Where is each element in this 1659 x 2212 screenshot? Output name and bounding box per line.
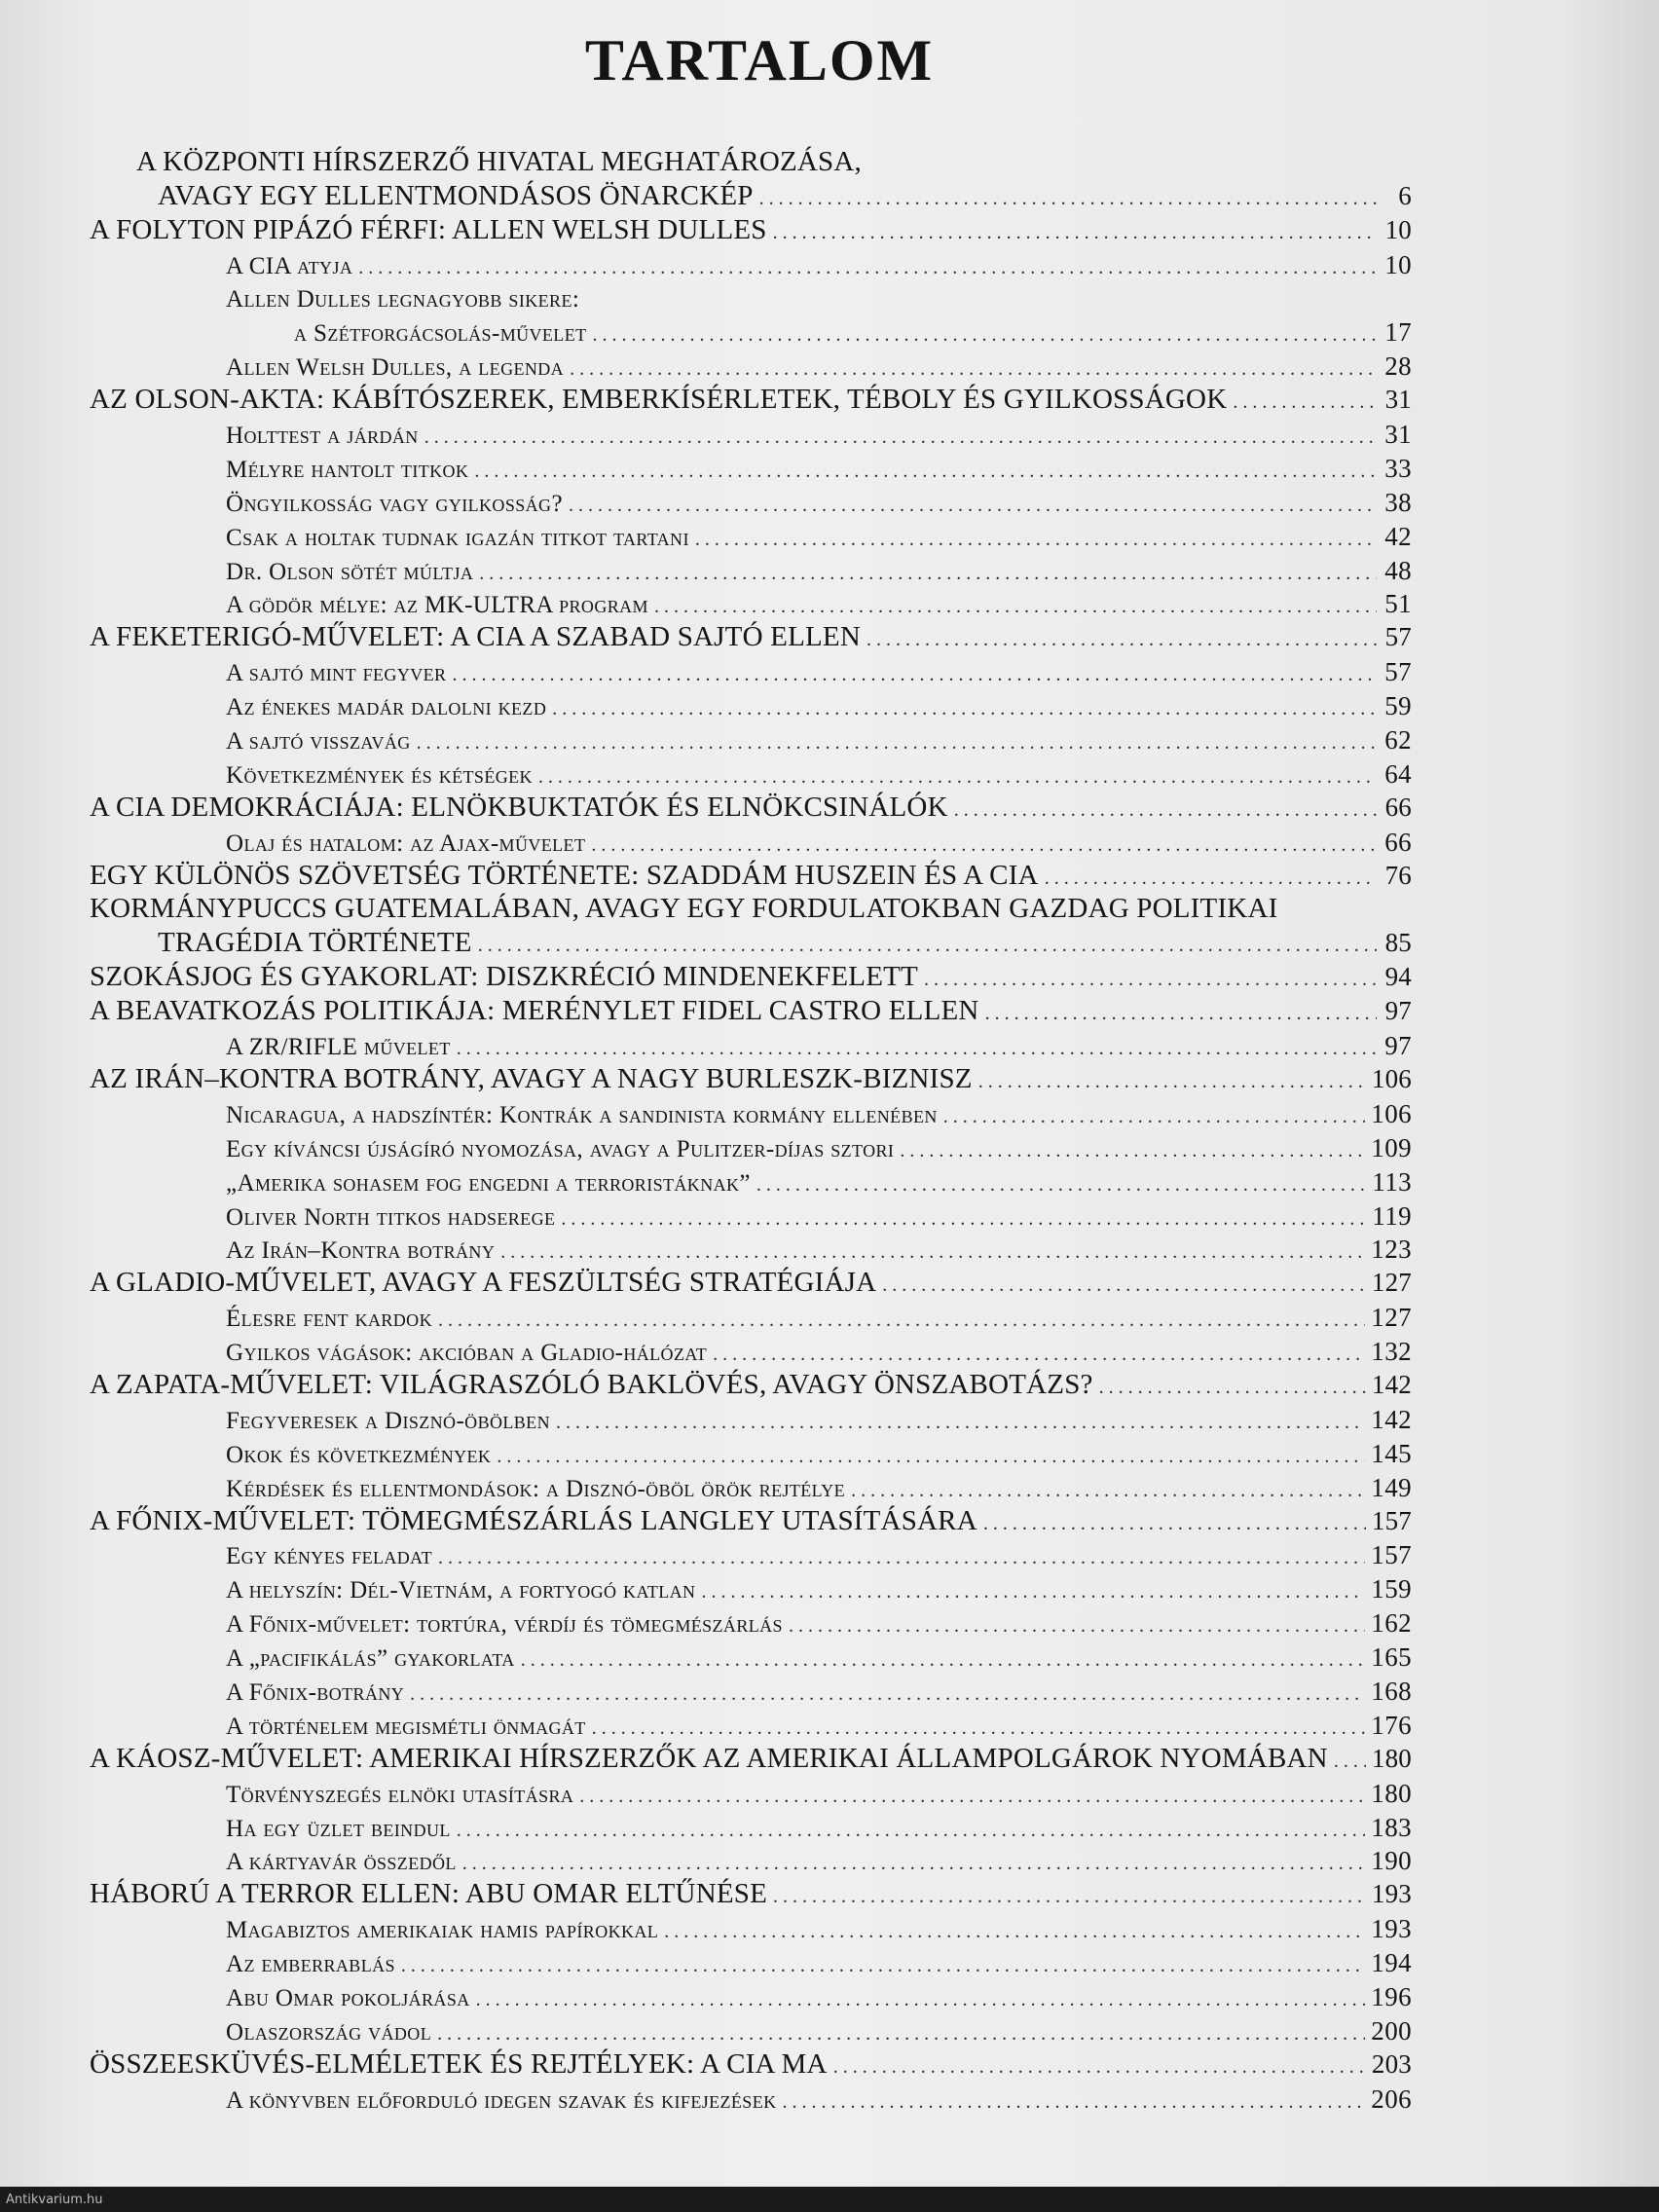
dot-leader: [417, 732, 1377, 755]
toc-entry-title: Olaszország vádol: [226, 2018, 432, 2046]
toc-chapter: [0, 1367, 1659, 1401]
toc-page-number: 10: [1384, 249, 1412, 279]
dot-leader: [592, 324, 1377, 347]
toc-page-number: 193: [1371, 1879, 1412, 1909]
toc-entry-title: A CIA atyja: [226, 252, 353, 279]
toc-page-number: 159: [1371, 1574, 1412, 1604]
dot-leader: [978, 1071, 1366, 1093]
toc-entry-title: Magabiztos amerikaiak hamis papírokkal: [226, 1917, 659, 1944]
toc-page-number: 180: [1371, 1743, 1412, 1773]
toc-section: [0, 1027, 1659, 1061]
toc-entry-title: Az Irán–Kontra botrány: [226, 1237, 496, 1265]
toc-chapter: [0, 858, 1659, 892]
toc-section: [0, 1435, 1659, 1469]
toc-page-number: 168: [1371, 1676, 1412, 1706]
toc-entry-title: A kártyavár összedől: [226, 1849, 457, 1876]
toc-section: [0, 1910, 1659, 1944]
toc-entry-title: AZ OLSON-AKTA: KÁBÍTÓSZEREK, EMBERKÍSÉRLETEK, TÉBOLY ÉS GYILKOSSÁGOK: [90, 384, 1228, 416]
dot-leader: [985, 1003, 1377, 1025]
dot-leader: [500, 1241, 1365, 1264]
toc-page-number: 66: [1384, 827, 1412, 857]
toc-entry-title: Egy kíváncsi újságíró nyomozása, avagy a Pulitzer-díjas sztori: [226, 1135, 895, 1162]
toc-page-number: 31: [1384, 420, 1412, 450]
toc-entry-title: Az énekes madár dalolni kezd: [226, 694, 547, 721]
toc-entry-title: Okok és következmények: [226, 1441, 492, 1468]
toc-entry-title: Az emberrablás: [226, 1951, 395, 1978]
toc-entry-title: A történelem megismétli önmagát: [226, 1713, 586, 1740]
toc-page-number: 183: [1371, 1812, 1412, 1842]
toc-entry-title: Holttest a járdán: [226, 423, 419, 450]
toc-entry-title: Olaj és hatalom: az Ajax-művelet: [226, 830, 586, 857]
toc-section: [0, 1978, 1659, 2012]
toc-entry-title: Nicaragua, a hadszíntér: Kontrák a sandinista kormány ellenében: [226, 1101, 938, 1128]
dot-leader: [479, 563, 1377, 585]
toc-page-number: 194: [1371, 1948, 1412, 1978]
dot-leader: [759, 188, 1377, 210]
toc-entry-title: Oliver North titkos hadserege: [226, 1203, 556, 1231]
dot-leader: [713, 1344, 1365, 1366]
toc-section: [0, 2081, 1659, 2115]
dot-leader: [773, 1886, 1366, 1908]
toc-page-number: 157: [1371, 1505, 1412, 1535]
toc-entry-title: Abu Omar pokoljárása: [226, 1984, 470, 2011]
toc-section: [0, 2012, 1659, 2046]
toc-entry-title: Kérdések és ellentmondások: a Disznó-öböl örök rejtélye: [226, 1475, 846, 1502]
dot-leader: [654, 596, 1377, 618]
dot-leader: [452, 664, 1377, 686]
toc-section: [0, 1129, 1659, 1163]
toc-entry-title: EGY KÜLÖNÖS SZÖVETSÉG TÖRTÉNETE: SZADDÁM HUSZEIN ÉS A CIA: [90, 859, 1039, 891]
toc-page-number: 6: [1398, 180, 1412, 210]
toc-section: [0, 1843, 1659, 1877]
toc-page-number: 157: [1371, 1540, 1412, 1570]
dot-leader: [756, 1174, 1366, 1197]
toc-page-number: 76: [1384, 860, 1412, 890]
toc-entry-title: A Főnix-botrány: [226, 1678, 405, 1706]
toc-section: [0, 552, 1659, 586]
toc-chapter: [0, 892, 1659, 926]
dot-leader: [983, 1513, 1366, 1535]
toc-entry-title: Törvényszegés elnöki utasításra: [226, 1781, 574, 1808]
toc-section: [0, 1095, 1659, 1129]
dot-leader: [701, 1581, 1365, 1604]
toc-chapter: [0, 1265, 1659, 1299]
toc-page-number: 190: [1371, 1846, 1412, 1876]
toc-page-number: 94: [1384, 962, 1412, 992]
toc-entry-title: A KÁOSZ-MŰVELET: AMERIKAI HÍRSZERZŐK AZ AMERIKAI ÁLLAMPOLGÁROK NYOMÁBAN: [90, 1742, 1328, 1774]
table-of-contents: [0, 144, 1659, 2115]
toc-page-number: 109: [1371, 1132, 1412, 1162]
toc-section: [0, 1537, 1659, 1571]
toc-chapter: [0, 144, 1659, 178]
dot-leader: [474, 461, 1377, 483]
toc-entry-title: Mélyre hantolt titkok: [226, 456, 469, 483]
toc-page-number: 142: [1371, 1404, 1412, 1434]
dot-leader: [900, 1140, 1365, 1162]
toc-section: [0, 1469, 1659, 1503]
dot-leader: [592, 1717, 1366, 1740]
toc-entry-title: A GLADIO-MŰVELET, AVAGY A FESZÜLTSÉG STRATÉGIÁJA: [90, 1267, 877, 1299]
toc-entry-title: Csak a holtak tudnak igazán titkot tartani: [226, 524, 689, 551]
dot-leader: [561, 1208, 1366, 1231]
toc-section: [0, 1775, 1659, 1809]
dot-leader: [552, 698, 1377, 720]
toc-section: [0, 721, 1659, 756]
dot-leader: [591, 834, 1377, 857]
dot-leader: [1233, 391, 1377, 414]
toc-section: [0, 416, 1659, 450]
toc-entry-title: Allen Welsh Dulles, a legenda: [226, 354, 565, 382]
toc-section: [0, 313, 1659, 348]
toc-section: [0, 1944, 1659, 1978]
toc-section: [0, 687, 1659, 721]
toc-chapter: [0, 2046, 1659, 2081]
toc-entry-title: AZ IRÁN–KONTRA BOTRÁNY, AVAGY A NAGY BURLESZK-BIZNISZ: [90, 1062, 973, 1094]
toc-page-number: 28: [1384, 351, 1412, 382]
dot-leader: [924, 969, 1377, 991]
dot-leader: [401, 1955, 1365, 1977]
toc-section: [0, 653, 1659, 687]
toc-chapter: [0, 1876, 1659, 1910]
toc-page-number: 142: [1371, 1369, 1412, 1399]
dot-leader: [497, 1446, 1365, 1468]
toc-entry-title: ÖSSZEESKÜVÉS-ELMÉLETEK ÉS REJTÉLYEK: A CIA MA: [90, 2047, 828, 2080]
toc-section: [0, 1299, 1659, 1333]
toc-page-number: 162: [1371, 1608, 1412, 1639]
toc-page-number: 106: [1371, 1063, 1412, 1093]
toc-page-number: 33: [1384, 453, 1412, 483]
toc-page-number: 106: [1371, 1098, 1412, 1128]
toc-page-number: 206: [1371, 2083, 1412, 2114]
toc-entry-title: A helyszín: Dél-Vietnám, a fortyogó katlan: [226, 1577, 696, 1604]
toc-entry-title: A gödör mélye: az MK-ULTRA program: [226, 592, 648, 619]
dot-leader: [437, 2023, 1365, 2046]
toc-entry-title: Allen Dulles legnagyobb sikere:: [226, 286, 580, 313]
toc-chapter: [0, 1061, 1659, 1095]
toc-entry-title: A FŐNIX-MŰVELET: TÖMEGMÉSZÁRLÁS LANGLEY UTASÍTÁSÁRA: [90, 1504, 977, 1536]
toc-section: [0, 1707, 1659, 1741]
toc-page-number: 66: [1384, 792, 1412, 822]
toc-entry-title: A BEAVATKOZÁS POLITIKÁJA: MERÉNYLET FIDEL CASTRO ELLEN: [90, 995, 979, 1027]
page-title: TARTALOM: [584, 28, 935, 92]
toc-entry-title: A „pacifikálás” gyakorlata: [226, 1645, 515, 1673]
watermark: Antikvarium.hu: [6, 2193, 103, 2207]
dot-leader: [695, 529, 1377, 551]
dot-leader: [556, 1412, 1365, 1434]
toc-chapter: [0, 178, 1659, 212]
dot-leader: [457, 1820, 1366, 1842]
dot-leader: [943, 1106, 1366, 1128]
toc-page-number: 127: [1371, 1268, 1412, 1298]
toc-chapter: [0, 382, 1659, 416]
toc-page-number: 132: [1371, 1337, 1412, 1367]
toc-entry-title: AVAGY EGY ELLENTMONDÁSOS ÖNARCKÉP: [158, 179, 754, 211]
toc-entry-title: KORMÁNYPUCCS GUATEMALÁBAN, AVAGY EGY FORDULATOKBAN GAZDAG POLITIKAI: [90, 893, 1278, 925]
toc-section: [0, 450, 1659, 484]
toc-page-number: 62: [1384, 725, 1412, 756]
dot-leader: [521, 1649, 1366, 1672]
dot-leader: [954, 799, 1377, 822]
toc-section: [0, 1333, 1659, 1367]
toc-section: [0, 1401, 1659, 1435]
toc-entry-title: Élesre fent kardok: [226, 1306, 432, 1333]
toc-page-number: 59: [1384, 691, 1412, 721]
toc-page-number: 119: [1372, 1200, 1412, 1231]
dot-leader: [664, 1921, 1365, 1943]
toc-page-number: 51: [1384, 589, 1412, 619]
dot-leader: [851, 1480, 1365, 1502]
toc-page-number: 57: [1384, 622, 1412, 652]
footer-bar: [0, 2187, 1659, 2212]
toc-chapter: [0, 925, 1659, 959]
dot-leader: [773, 222, 1377, 244]
toc-entry-title: a Szétforgácsolás-művelet: [294, 320, 587, 348]
dot-leader: [438, 1547, 1365, 1569]
toc-page-number: 180: [1371, 1778, 1412, 1808]
toc-page-number: 38: [1384, 487, 1412, 517]
toc-chapter: [0, 1503, 1659, 1537]
toc-page-number: 196: [1371, 1981, 1412, 2011]
toc-section: [0, 824, 1659, 858]
toc-page-number: 176: [1371, 1710, 1412, 1740]
toc-entry-title: A CIA DEMOKRÁCIÁJA: ELNÖKBUKTATÓK ÉS ELNÖKCSINÁLÓK: [90, 791, 948, 823]
toc-section: [0, 1198, 1659, 1232]
toc-page-number: 97: [1384, 1031, 1412, 1061]
toc-entry-title: Következmények és kétségek: [226, 761, 533, 789]
toc-entry-title: A ZR/RIFLE művelet: [226, 1034, 451, 1061]
dot-leader: [789, 1615, 1365, 1638]
toc-page-number: 113: [1372, 1166, 1412, 1197]
toc-entry-title: TRAGÉDIA TÖRTÉNETE: [158, 927, 472, 959]
toc-page-number: 85: [1384, 928, 1412, 958]
dot-leader: [1334, 1751, 1366, 1773]
toc-entry-title: A KÖZPONTI HÍRSZERZŐ HIVATAL MEGHATÁROZÁSA,: [136, 145, 862, 177]
toc-entry-title: A sajtó mint fegyver: [226, 660, 447, 687]
toc-entry-title: A FOLYTON PIPÁZÓ FÉRFI: ALLEN WELSH DULLES: [90, 213, 767, 245]
dot-leader: [570, 358, 1377, 381]
toc-entry-title: A sajtó visszavág: [226, 728, 411, 756]
toc-section: [0, 518, 1659, 552]
toc-section: [0, 1570, 1659, 1604]
toc-page-number: 17: [1384, 317, 1412, 348]
toc-page-number: 57: [1384, 657, 1412, 687]
toc-page-number: 97: [1384, 996, 1412, 1026]
toc-entry-title: „Amerika sohasem fog engedni a terroristáknak”: [226, 1169, 751, 1197]
dot-leader: [579, 1786, 1365, 1808]
toc-page-number: 31: [1384, 385, 1412, 415]
dot-leader: [882, 1274, 1366, 1297]
toc-section: [0, 1232, 1659, 1266]
toc-entry-title: Ha egy üzlet beindul: [226, 1815, 451, 1842]
dot-leader: [476, 1989, 1366, 2011]
dot-leader: [866, 629, 1377, 651]
toc-page-number: 123: [1371, 1235, 1412, 1265]
toc-chapter: [0, 790, 1659, 824]
dot-leader: [569, 495, 1377, 517]
toc-page-number: 64: [1384, 758, 1412, 789]
dot-leader: [462, 1853, 1366, 1875]
toc-page-number: 165: [1371, 1642, 1412, 1673]
toc-entry-title: A ZAPATA-MŰVELET: VILÁGRASZÓLÓ BAKLÖVÉS, AVAGY ÖNSZABOTÁZS?: [90, 1368, 1093, 1400]
toc-entry-title: Egy kényes feladat: [226, 1543, 432, 1570]
toc-section: [0, 1163, 1659, 1198]
toc-section: [0, 756, 1659, 790]
toc-entry-title: Öngyilkosság vagy gyilkosság?: [226, 490, 563, 517]
toc-section: [0, 280, 1659, 314]
toc-entry-title: SZOKÁSJOG ÉS GYAKORLAT: DISZKRÉCIÓ MINDENEKFELETT: [90, 961, 918, 993]
dot-leader: [457, 1038, 1377, 1060]
toc-section: [0, 1604, 1659, 1639]
dot-leader: [1099, 1377, 1366, 1399]
toc-entry-title: Gyilkos vágások: akcióban a Gladio-hálózat: [226, 1340, 708, 1367]
toc-section: [0, 246, 1659, 280]
dot-leader: [358, 257, 1377, 279]
toc-page-number: 193: [1371, 1914, 1412, 1944]
toc-chapter: [0, 619, 1659, 653]
toc-section: [0, 1673, 1659, 1707]
toc-page-number: 42: [1384, 521, 1412, 551]
dot-leader: [410, 1683, 1365, 1706]
toc-section: [0, 484, 1659, 518]
toc-page-number: 10: [1384, 214, 1412, 244]
toc-entry-title: Dr. Olson sötét múltja: [226, 558, 474, 585]
dot-leader: [424, 426, 1377, 449]
toc-chapter: [0, 1741, 1659, 1775]
toc-page-number: 203: [1371, 2048, 1412, 2079]
toc-entry-title: A könyvben előforduló idegen szavak és kifejezések: [226, 2086, 777, 2114]
dot-leader: [438, 1309, 1365, 1332]
toc-section: [0, 1809, 1659, 1843]
toc-entry-title: Fegyveresek a Disznó-öbölben: [226, 1407, 550, 1434]
toc-entry-title: HÁBORÚ A TERROR ELLEN: ABU OMAR ELTŰNÉSE: [90, 1878, 767, 1910]
toc-chapter: [0, 993, 1659, 1027]
dot-leader: [833, 2056, 1366, 2079]
toc-section: [0, 348, 1659, 382]
toc-chapter: [0, 212, 1659, 246]
toc-page-number: 127: [1371, 1303, 1412, 1333]
toc-entry-title: A Főnix-művelet: tortúra, vérdíj és tömegmészárlás: [226, 1611, 783, 1639]
toc-page-number: 48: [1384, 555, 1412, 585]
toc-page-number: 149: [1371, 1472, 1412, 1502]
dot-leader: [478, 935, 1377, 957]
toc-page-number: 145: [1371, 1438, 1412, 1468]
dot-leader: [1045, 867, 1377, 890]
toc-section: [0, 1639, 1659, 1673]
toc-page-number: 200: [1371, 2015, 1412, 2046]
toc-entry-title: A FEKETERIGÓ-MŰVELET: A CIA A SZABAD SAJTÓ ELLEN: [90, 621, 861, 653]
dot-leader: [783, 2091, 1366, 2114]
toc-chapter: [0, 959, 1659, 993]
toc-section: [0, 586, 1659, 620]
dot-leader: [538, 766, 1377, 789]
